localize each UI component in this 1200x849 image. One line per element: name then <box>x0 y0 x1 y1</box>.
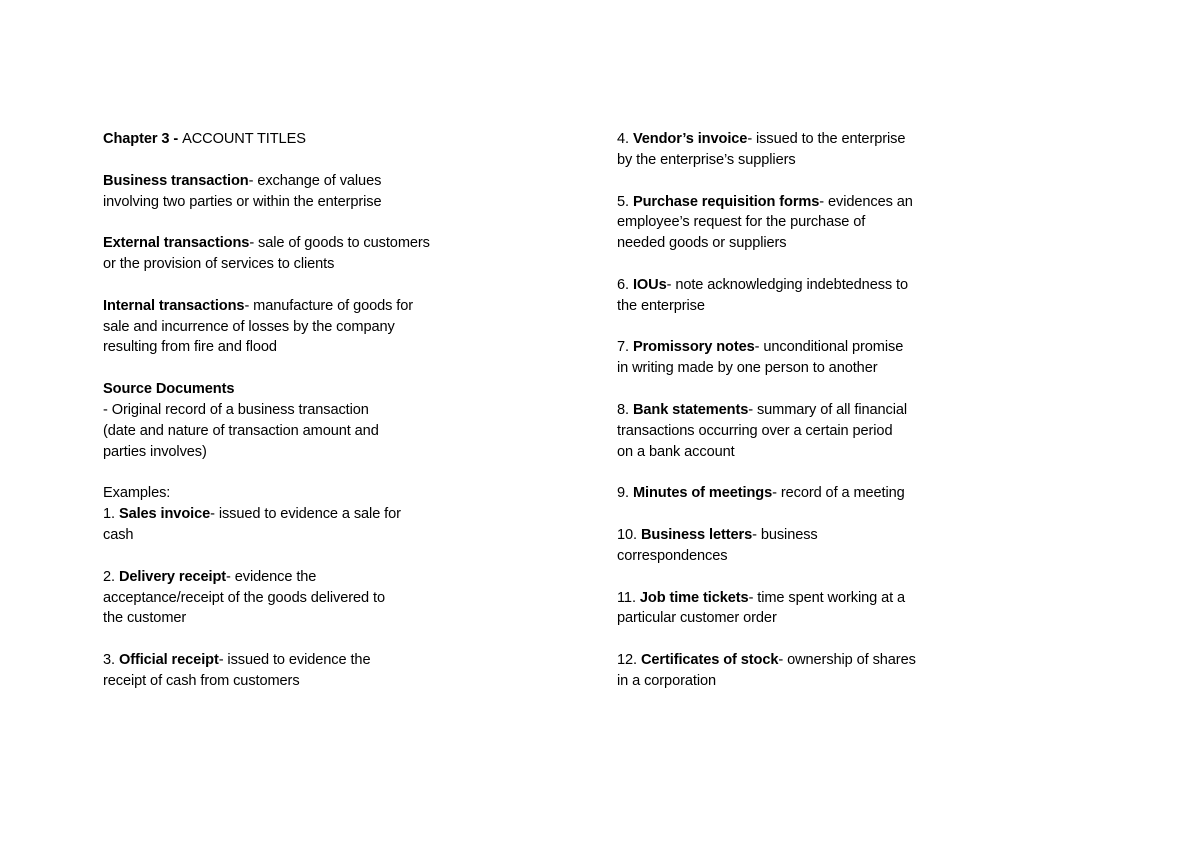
item-text: - issued to the enterprise <box>747 131 906 147</box>
definition-business-transaction <box>103 171 463 213</box>
item-number: 6. <box>617 276 633 293</box>
left-column <box>103 129 463 713</box>
definition-term: Internal transactions <box>103 297 245 314</box>
item-text: the customer <box>103 610 187 627</box>
item-term: Promissory notes <box>632 339 755 356</box>
definition-term: External transactions <box>103 235 250 252</box>
item-text: the enterprise <box>617 297 705 314</box>
definition-text: sale and incurrence of losses by the company <box>103 318 395 335</box>
item-term: Sales invoice <box>118 506 211 523</box>
item-number: 7. <box>617 339 633 356</box>
example-item-3 <box>103 650 463 692</box>
item-term: Delivery receipt <box>118 568 227 585</box>
definition-text: - Original record of a business transaction <box>103 401 369 418</box>
item-number: 3. <box>103 652 119 669</box>
example-item-1 <box>103 483 463 546</box>
item-text: correspondences <box>617 547 728 564</box>
item-text: by the enterprise’s suppliers <box>617 151 796 168</box>
item-text: - issued to evidence the <box>218 652 371 669</box>
item-text: in a corporation <box>617 672 716 689</box>
item-text: receipt of cash from customers <box>103 672 300 689</box>
example-item-11 <box>617 588 957 630</box>
definition-text: - exchange of values <box>248 172 382 189</box>
item-term: Vendor’s invoice <box>632 131 748 147</box>
item-text: particular customer order <box>617 610 777 627</box>
example-item-9 <box>617 483 957 504</box>
item-number: 2. <box>103 568 119 585</box>
item-number: 10. <box>617 527 641 544</box>
chapter-title: ACCOUNT TITLES <box>182 131 306 147</box>
item-term: Purchase requisition forms <box>632 193 820 210</box>
chapter-heading <box>103 129 463 150</box>
item-text: - unconditional promise <box>754 339 904 356</box>
definition-internal-transactions <box>103 296 463 359</box>
definition-term: Business transaction <box>103 172 249 189</box>
example-item-7 <box>617 337 957 379</box>
item-text: employee’s request for the purchase of <box>617 214 866 231</box>
item-term: Minutes of meetings <box>632 485 773 502</box>
item-text: - ownership of shares <box>778 652 916 669</box>
item-text: - evidences an <box>819 193 913 210</box>
example-item-6 <box>617 275 957 317</box>
item-text: - note acknowledging indebtedness to <box>666 276 909 293</box>
right-column <box>617 129 957 713</box>
examples-heading: Examples: <box>103 485 171 502</box>
item-term: Certificates of stock <box>640 652 779 669</box>
item-text: needed goods or suppliers <box>617 235 787 252</box>
item-text: on a bank account <box>617 443 735 460</box>
definition-external-transactions <box>103 233 463 275</box>
item-text: - summary of all financial <box>748 401 908 418</box>
item-text: - record of a meeting <box>772 485 905 502</box>
item-term: Bank statements <box>632 401 749 418</box>
item-number: 11. <box>617 589 640 606</box>
item-text: - issued to evidence a sale for <box>210 506 401 523</box>
item-term: Job time tickets <box>639 589 749 606</box>
item-number: 5. <box>617 193 633 210</box>
item-number: 9. <box>617 485 633 502</box>
item-text: - time spent working at a <box>748 589 906 606</box>
definition-text: - manufacture of goods for <box>244 297 414 314</box>
definition-text: resulting from fire and flood <box>103 339 277 356</box>
item-text: cash <box>103 527 134 544</box>
item-term: IOUs <box>632 276 667 293</box>
item-number: 8. <box>617 401 633 418</box>
item-text: acceptance/receipt of the goods delivered to <box>103 589 385 606</box>
item-number: 1. <box>103 506 119 523</box>
example-item-4 <box>617 129 957 171</box>
item-text: - business <box>752 527 818 544</box>
item-text: transactions occurring over a certain period <box>617 422 893 439</box>
example-item-2 <box>103 567 463 630</box>
item-number: 4. <box>617 131 633 147</box>
definition-source-documents <box>103 379 463 462</box>
item-term: Business letters <box>640 527 753 544</box>
section-heading: Source Documents <box>103 381 235 398</box>
definition-text: involving two parties or within the enterprise <box>103 193 382 210</box>
example-item-10 <box>617 525 957 567</box>
item-text: - evidence the <box>226 568 317 585</box>
example-item-8 <box>617 400 957 463</box>
definition-text: parties involves) <box>103 443 207 460</box>
definition-text: - sale of goods to customers <box>249 235 430 252</box>
example-item-12 <box>617 650 957 692</box>
definition-text: (date and nature of transaction amount and <box>103 422 379 439</box>
item-text: in writing made by one person to another <box>617 360 878 377</box>
definition-text: or the provision of services to clients <box>103 256 335 273</box>
item-number: 12. <box>617 652 641 669</box>
chapter-prefix: Chapter 3 - <box>103 131 183 147</box>
item-term: Official receipt <box>118 652 219 669</box>
example-item-5 <box>617 192 957 255</box>
